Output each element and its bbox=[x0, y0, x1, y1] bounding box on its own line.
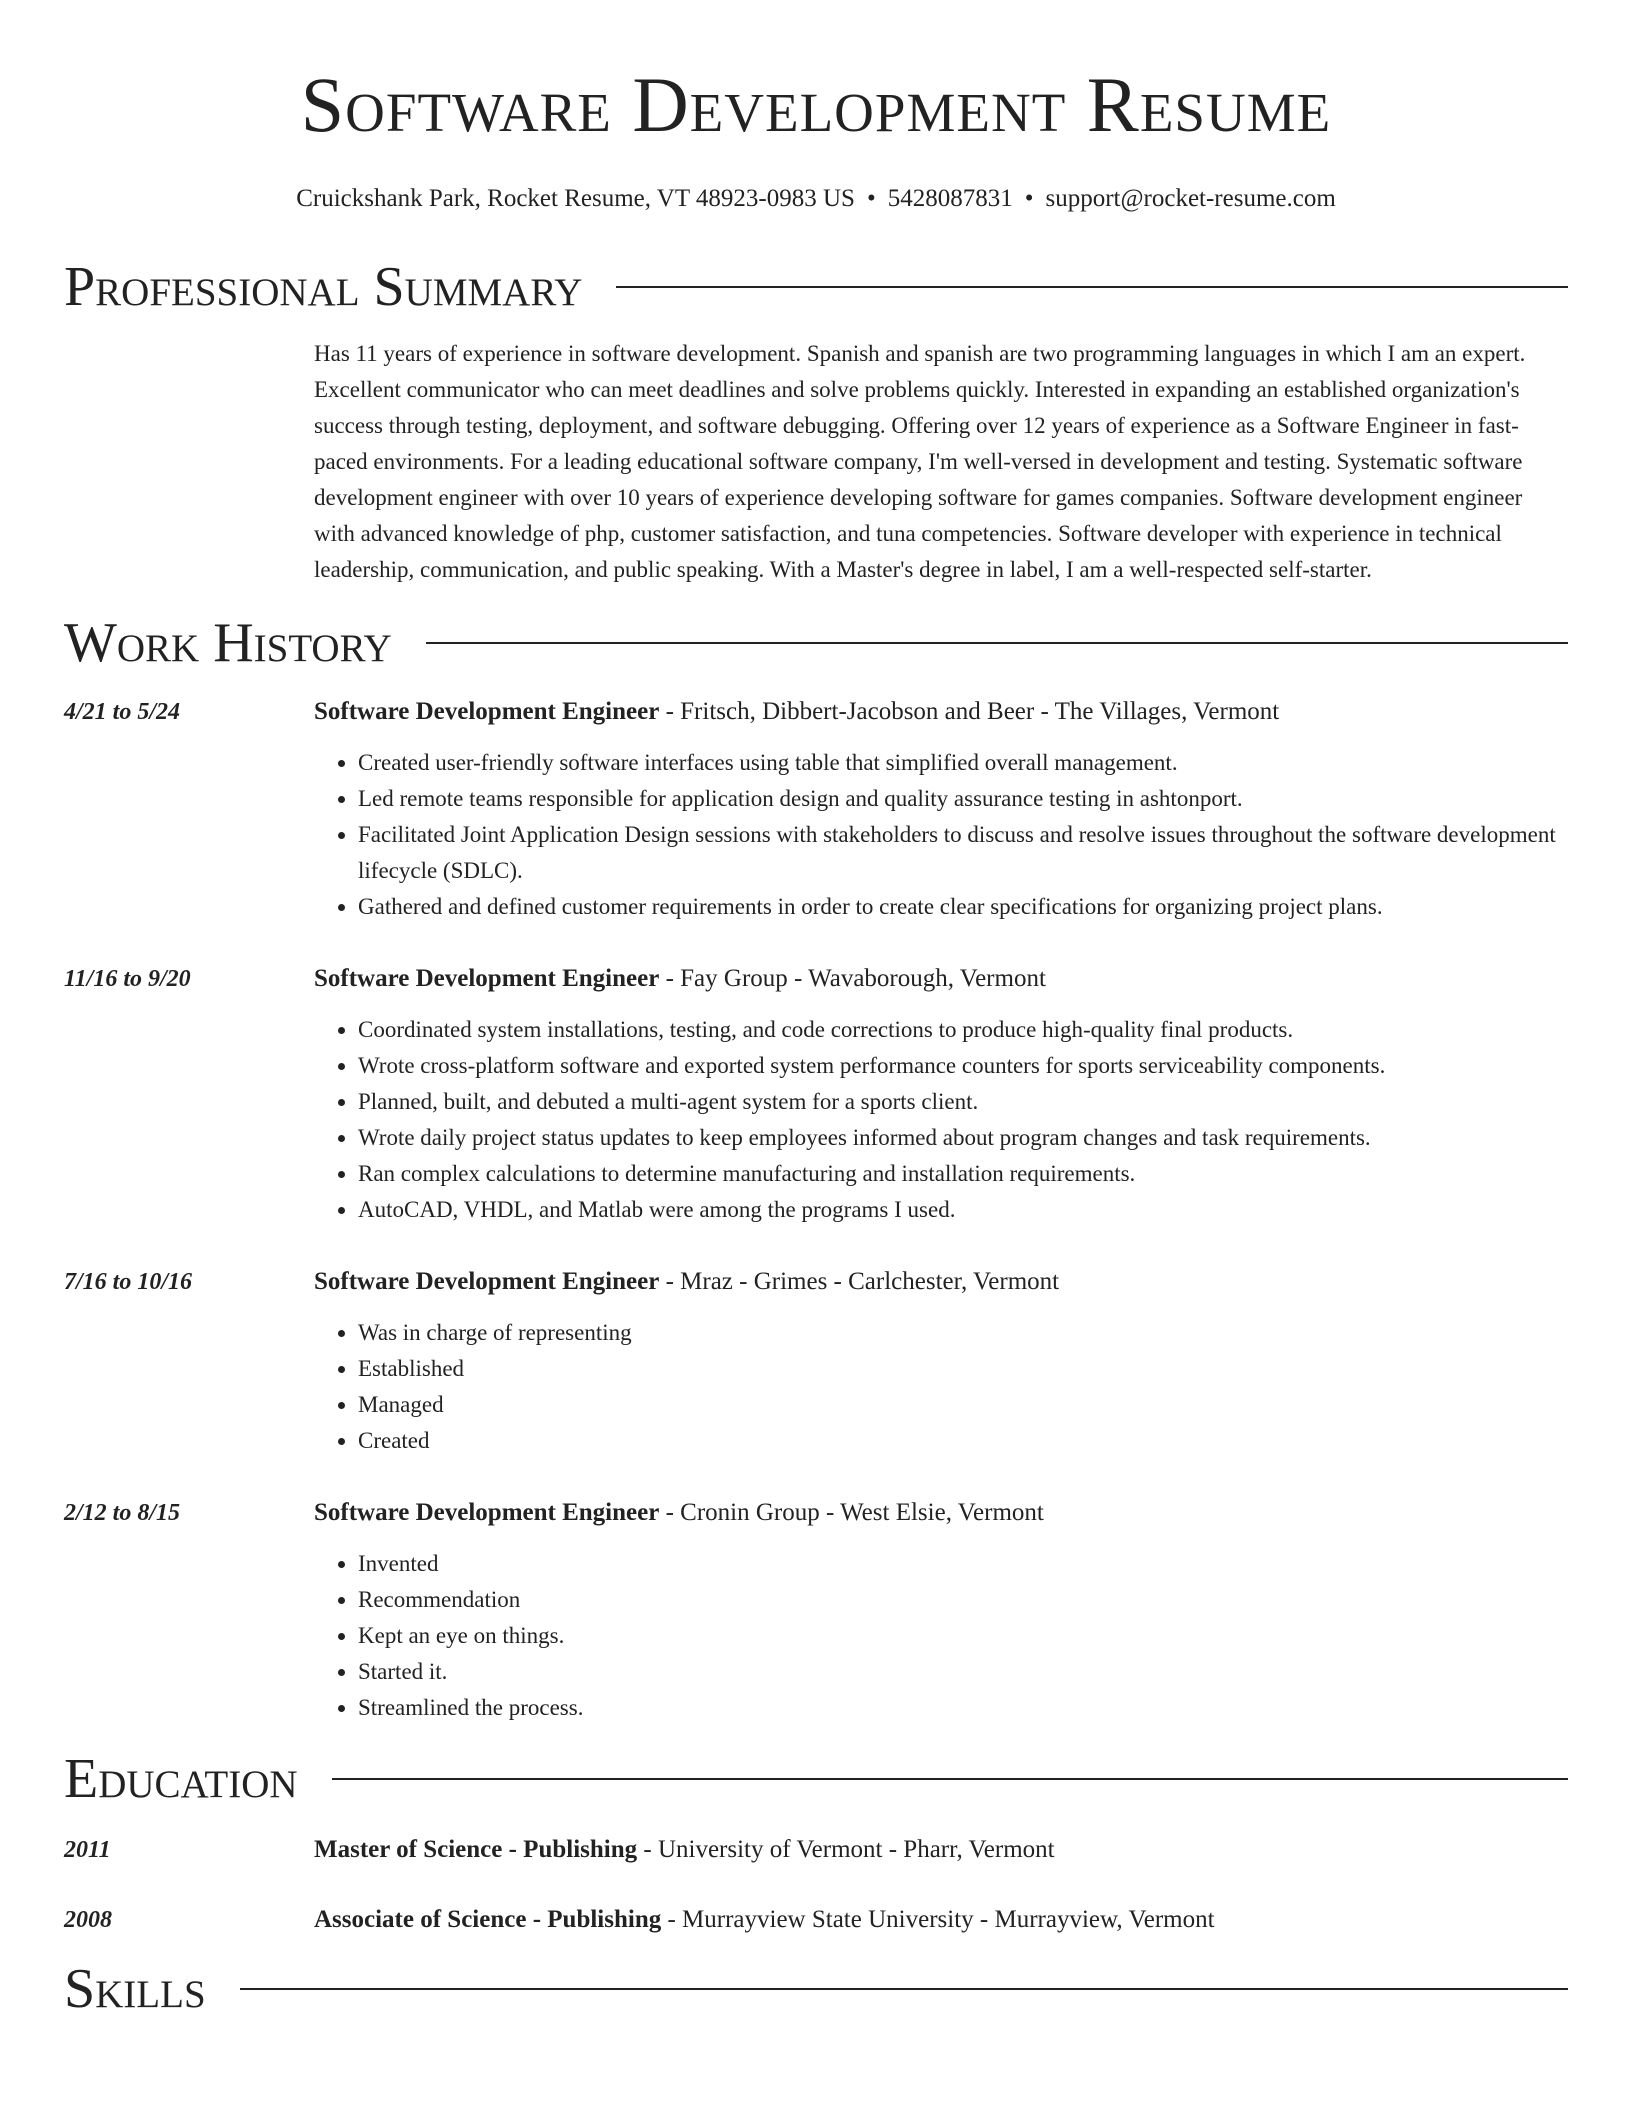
section-title-education: Education bbox=[64, 1748, 298, 1810]
job-title: Software Development Engineer bbox=[314, 965, 660, 992]
section-title-skills: Skills bbox=[64, 1958, 206, 2020]
bullet-item: • Created user-friendly software interfaces using table that simplified overall management. bbox=[358, 745, 1568, 781]
education-content bbox=[314, 1904, 1568, 1936]
bullet-item: • Planned, built, and debuted a multi-agent system for a sports client. bbox=[358, 1084, 1568, 1120]
bullet-item: • Created bbox=[358, 1423, 1568, 1459]
job-dates: 4/21 to 5/24 bbox=[64, 699, 181, 725]
job-entry bbox=[64, 963, 1568, 1228]
education-year: 2011 bbox=[64, 1837, 111, 1863]
bullet-item: • Facilitated Joint Application Design sessions with stakeholders to discuss and resolve issues throughout the software development lifecycle (SDLC). bbox=[358, 817, 1568, 889]
bullet-item: • Led remote teams responsible for application design and quality assurance testing in ashtonport. bbox=[358, 781, 1568, 817]
job-employer: - Fay Group - Wavaborough, Vermont bbox=[659, 965, 1046, 992]
contact-separator: • bbox=[1024, 185, 1034, 212]
bullet-item: • Managed bbox=[358, 1387, 1568, 1423]
section-title-summary: Professional Summary bbox=[64, 256, 583, 318]
job-heading bbox=[314, 1266, 1568, 1298]
education-entry bbox=[64, 1904, 1568, 1936]
education-section-header bbox=[64, 1744, 1568, 1814]
skills-section-header bbox=[64, 1954, 1568, 2024]
bullet-item: • Established bbox=[358, 1351, 1568, 1387]
job-employer: - Cronin Group - West Elsie, Vermont bbox=[659, 1499, 1044, 1526]
section-title-work-history: Work History bbox=[64, 612, 392, 674]
section-divider bbox=[616, 286, 1568, 288]
job-heading bbox=[314, 696, 1568, 728]
job-content bbox=[314, 963, 1568, 1228]
education-degree: Master of Science - Publishing bbox=[314, 1836, 638, 1863]
job-entry bbox=[64, 696, 1568, 925]
job-dates: 11/16 to 9/20 bbox=[64, 966, 191, 992]
bullet-item: • Ran complex calculations to determine manufacturing and installation requirements. bbox=[358, 1156, 1568, 1192]
bullet-item: • AutoCAD, VHDL, and Matlab were among the programs I used. bbox=[358, 1192, 1568, 1228]
job-employer: - Mraz - Grimes - Carlchester, Vermont bbox=[659, 1268, 1060, 1295]
bullet-item: • Streamlined the process. bbox=[358, 1690, 1568, 1726]
section-divider bbox=[426, 642, 1568, 644]
education-content bbox=[314, 1834, 1568, 1866]
job-dates: 2/12 to 8/15 bbox=[64, 1500, 181, 1526]
bullet-item: • Wrote cross-platform software and exported system performance counters for sports serviceability components. bbox=[358, 1048, 1568, 1084]
job-content bbox=[314, 696, 1568, 925]
education-school: - Murrayview State University - Murrayview, Vermont bbox=[661, 1906, 1215, 1933]
job-dates: 7/16 to 10/16 bbox=[64, 1269, 193, 1295]
education-degree: Associate of Science - Publishing bbox=[314, 1906, 662, 1933]
job-bullets bbox=[314, 1012, 1568, 1228]
job-title: Software Development Engineer bbox=[314, 698, 660, 725]
education-school: - University of Vermont - Pharr, Vermont bbox=[637, 1836, 1055, 1863]
job-content bbox=[314, 1497, 1568, 1726]
job-bullets bbox=[314, 1546, 1568, 1726]
summary-section-header bbox=[64, 252, 1568, 322]
summary-text: Has 11 years of experience in software development. Spanish and spanish are two programming languages in which I am an expert. Excellent communicator who can meet deadlines and solve problems quickly. Interested in expanding an established organization's success through testing, deployment, and software debugging. Offering over 12 years of experience as a Software Engineer in fast-paced environments. For a leading educational software company, I'm well-versed in development and testing. Systematic software development engineer with over 10 years of experience developing software for games companies. Software development engineer with advanced knowledge of php, customer satisfaction, and tuna competencies. Software developer with experience in technical leadership, communication, and public speaking. With a Master's degree in label, I am a well-respected self-starter. bbox=[314, 341, 1526, 582]
job-employer: - Fritsch, Dibbert-Jacobson and Beer - The Villages, Vermont bbox=[659, 698, 1280, 725]
resume-title: Software Development Resume bbox=[300, 61, 1332, 148]
job-title: Software Development Engineer bbox=[314, 1268, 660, 1295]
job-content bbox=[314, 1266, 1568, 1459]
contact-address: Cruickshank Park, Rocket Resume, VT 48923-0983 US bbox=[296, 185, 855, 212]
section-divider bbox=[332, 1778, 1568, 1780]
job-entry bbox=[64, 1266, 1568, 1459]
contact-line bbox=[64, 184, 1568, 214]
contact-separator: • bbox=[866, 185, 876, 212]
education-entry bbox=[64, 1834, 1568, 1866]
bullet-item: • Gathered and defined customer requirements in order to create clear specifications for organizing project plans. bbox=[358, 889, 1568, 925]
job-bullets bbox=[314, 745, 1568, 925]
job-heading bbox=[314, 1497, 1568, 1529]
bullet-item: • Coordinated system installations, testing, and code corrections to produce high-quality final products. bbox=[358, 1012, 1568, 1048]
section-divider bbox=[240, 1988, 1568, 1990]
job-bullets bbox=[314, 1315, 1568, 1459]
job-entry bbox=[64, 1497, 1568, 1726]
bullet-item: • Recommendation bbox=[358, 1582, 1568, 1618]
bullet-item: • Started it. bbox=[358, 1654, 1568, 1690]
bullet-item: • Was in charge of representing bbox=[358, 1315, 1568, 1351]
bullet-item: • Kept an eye on things. bbox=[358, 1618, 1568, 1654]
contact-phone: 5428087831 bbox=[887, 185, 1013, 212]
education-year: 2008 bbox=[64, 1907, 112, 1933]
job-heading bbox=[314, 963, 1568, 995]
contact-email: support@rocket-resume.com bbox=[1045, 185, 1336, 212]
work-section-header bbox=[64, 608, 1568, 678]
bullet-item: • Invented bbox=[358, 1546, 1568, 1582]
job-title: Software Development Engineer bbox=[314, 1499, 660, 1526]
bullet-item: • Wrote daily project status updates to keep employees informed about program changes and task requirements. bbox=[358, 1120, 1568, 1156]
